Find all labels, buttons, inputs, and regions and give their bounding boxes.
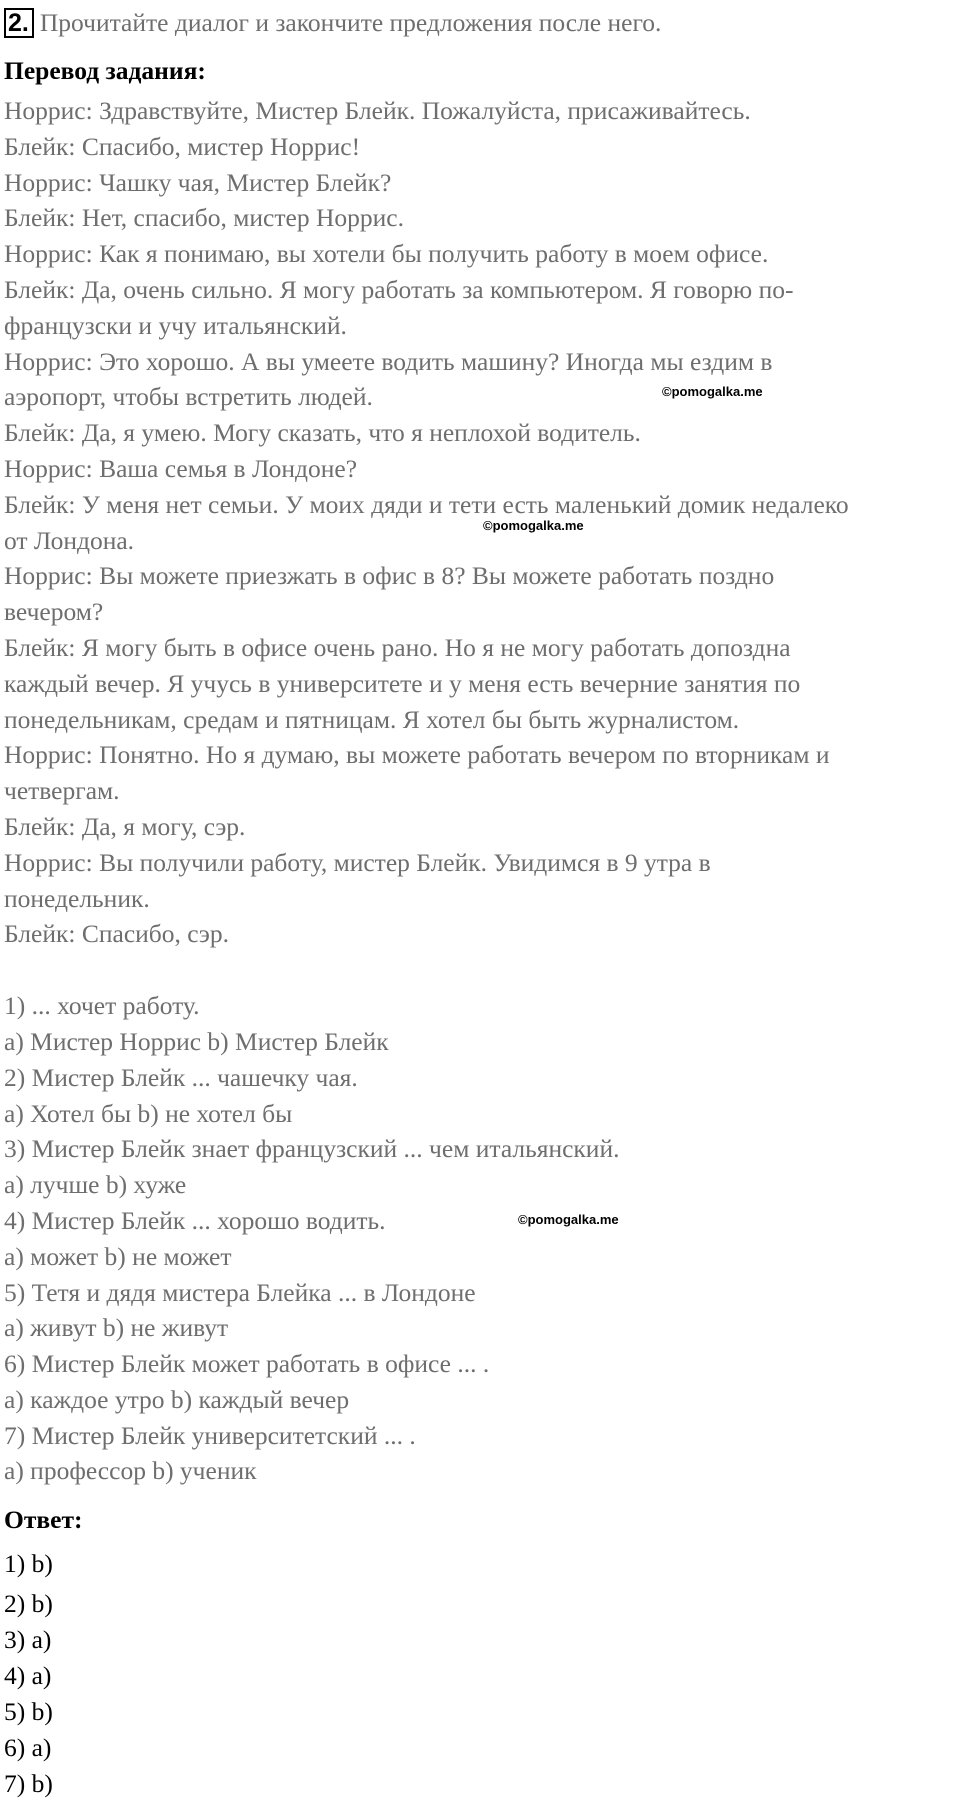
dialogue-line: Норрис: Вы можете приезжать в офис в 8? Вы можете работать поздно: [4, 561, 775, 591]
dialogue-line: Блейк: Нет, спасибо, мистер Норрис.: [4, 203, 404, 233]
watermark: ©pomogalka.me: [518, 1212, 619, 1227]
question-line: a) живут b) не живут: [4, 1313, 229, 1343]
dialogue-line: Норрис: Это хорошо. А вы умеете водить машину? Иногда мы ездим в: [4, 346, 773, 376]
dialogue-line: Блейк: Да, очень сильно. Я могу работать за компьютером. Я говорю по-: [4, 274, 794, 304]
dialogue-line: Норрис: Ваша семья в Лондоне?: [4, 453, 358, 483]
question-line: 3) Мистер Блейк знает французский ... чем итальянский.: [4, 1134, 620, 1164]
document-page: [4, 0, 956, 1802]
task-header: [4, 0, 956, 44]
question-line: a) Хотел бы b) не хотел бы: [4, 1098, 293, 1128]
answer-item: 7) b): [4, 1769, 53, 1799]
dialogue-line: от Лондона.: [4, 525, 135, 555]
question-line: a) лучше b) хуже: [4, 1170, 187, 1200]
spacer: [4, 952, 956, 988]
dialogue-line: понедельник.: [4, 883, 150, 913]
question-list: [4, 988, 956, 1489]
question-line: 5) Тетя и дядя мистера Блейка ... в Лондоне: [4, 1277, 476, 1307]
watermark: ©pomogalka.me: [483, 518, 584, 533]
dialogue-line: четвергам.: [4, 776, 120, 806]
dialogue-line: Блейк: Да, я могу, сэр.: [4, 811, 246, 841]
dialogue-line: Блейк: Я могу быть в офисе очень рано. Но я не могу работать допоздна: [4, 632, 791, 662]
task-number: 2.: [4, 8, 34, 38]
watermark: ©pomogalka.me: [662, 384, 763, 399]
dialogue-line: Норрис: Как я понимаю, вы хотели бы получить работу в моем офисе.: [4, 239, 769, 269]
question-line: a) может b) не может: [4, 1241, 232, 1271]
dialogue-line: каждый вечер. Я учусь в университете и у меня есть вечерние занятия по: [4, 668, 801, 698]
dialogue-line: Норрис: Здравствуйте, Мистер Блейк. Пожалуйста, присаживайтесь.: [4, 96, 751, 125]
dialogue-line: французски и учу итальянский.: [4, 310, 347, 340]
dialogue-line: Блейк: Спасибо, сэр.: [4, 919, 229, 949]
question-line: 6) Мистер Блейк может работать в офисе ... .: [4, 1349, 490, 1379]
answer-list: [4, 1546, 956, 1802]
dialogue-line: Норрис: Чашку чая, Мистер Блейк?: [4, 167, 392, 197]
question-line: a) каждое утро b) каждый вечер: [4, 1384, 350, 1414]
answer-item: 1) b): [4, 1549, 53, 1579]
answer-item: 2) b): [4, 1589, 53, 1619]
dialogue-line: Блейк: Да, я умею. Могу сказать, что я неплохой водитель.: [4, 418, 641, 448]
dialogue-line: Блейк: У меня нет семьи. У моих дяди и тети есть маленький домик недалеко: [4, 489, 849, 519]
dialogue-line: вечером?: [4, 597, 104, 627]
translation-heading: Перевод задания:: [4, 56, 206, 85]
answer-item: 4) a): [4, 1661, 52, 1691]
dialogue-line: аэропорт, чтобы встретить людей.: [4, 382, 373, 412]
answer-item: 3) a): [4, 1625, 52, 1655]
dialogue-translation: [4, 93, 956, 952]
task-instruction: Прочитайте диалог и закончите предложения после него.: [39, 8, 662, 37]
question-line: 7) Мистер Блейк университетский ... .: [4, 1420, 416, 1450]
question-line: a) Мистер Норрис b) Мистер Блейк: [4, 1026, 389, 1056]
dialogue-line: Блейк: Спасибо, мистер Норрис!: [4, 131, 361, 161]
dialogue-line: понедельникам, средам и пятницам. Я хотел бы быть журналистом.: [4, 704, 740, 734]
dialogue-line: Норрис: Вы получили работу, мистер Блейк. Увидимся в 9 утра в: [4, 847, 711, 877]
dialogue-line: Норрис: Понятно. Но я думаю, вы можете работать вечером по вторникам и: [4, 740, 830, 770]
question-line: 1) ... хочет работу.: [4, 991, 200, 1021]
answer-heading: Ответ:: [4, 1505, 83, 1535]
answer-item: 5) b): [4, 1697, 53, 1727]
answer-item: 6) a): [4, 1733, 52, 1763]
question-line: 2) Мистер Блейк ... чашечку чая.: [4, 1062, 358, 1092]
question-line: 4) Мистер Блейк ... хорошо водить.: [4, 1205, 386, 1235]
question-line: a) профессор b) ученик: [4, 1456, 257, 1486]
